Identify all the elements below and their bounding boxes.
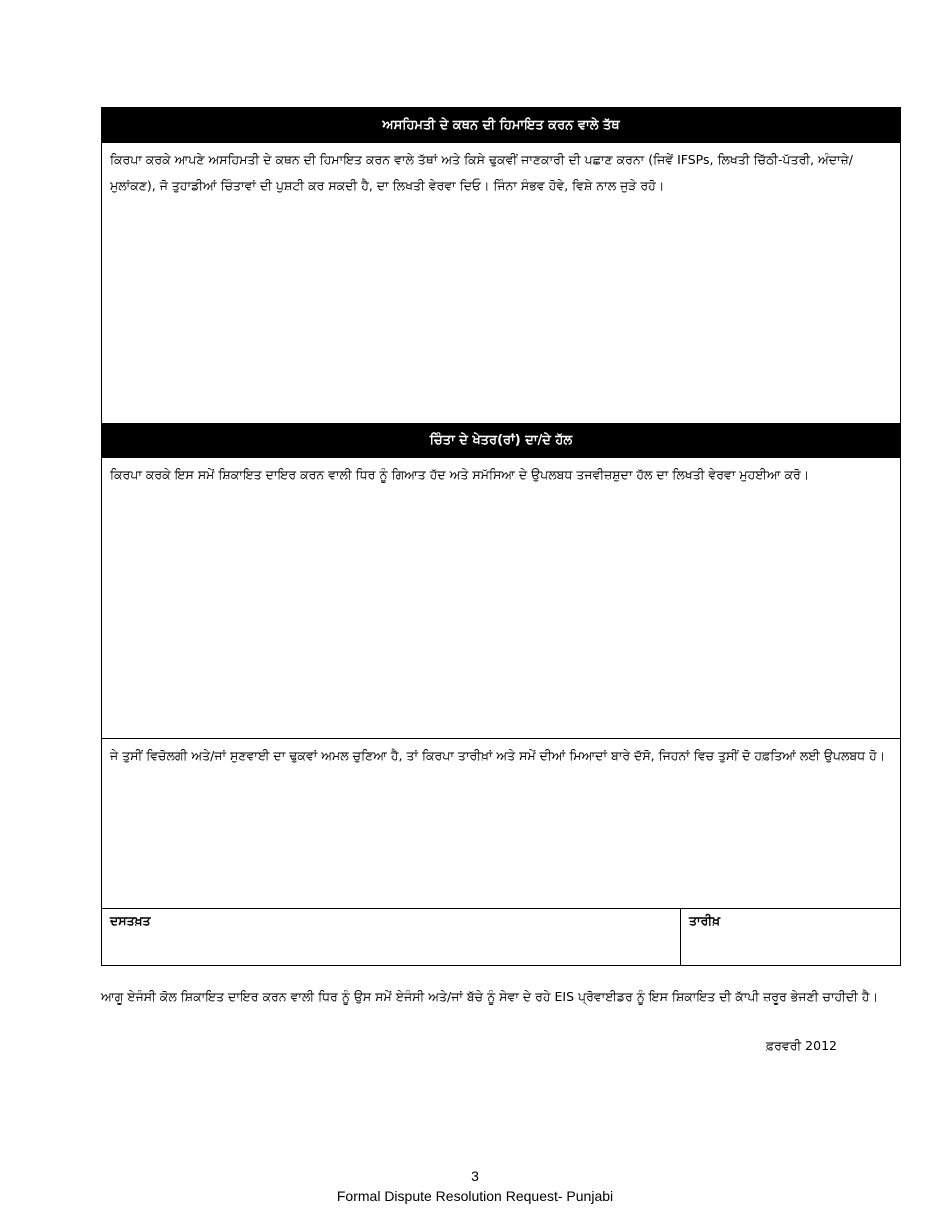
- revision-date: ਫ਼ਰਵਰੀ 2012: [765, 1038, 837, 1053]
- page-number: 3: [471, 1168, 479, 1184]
- copy-requirement-note: ਆਗੂ ਏਜੰਸੀ ਕੋਲ ਸ਼ਿਕਾਇਤ ਦਾਇਰ ਕਰਨ ਵਾਲੀ ਧਿਰ ਨੂੰ ਉਸ ਸਮੇਂ ਏਜੰਸੀ ਅਤੇ/ਜਾਂ ਬੱਚੇ ਨੂੰ ਸੇਵਾ ਦੇ ਰਹੇ EIS ਪ੍ਰੋਵਾਈਡਰ ਨੂੰ ਇਸ ਸ਼ਿਕਾਇਤ ਦੀ ਕਾੱਪੀ ਜ਼ਰੂਰ ਭੇਜਣੀ ਚਾਹੀਦੀ ਹੈ।: [101, 989, 879, 1004]
- facts-entry-field[interactable]: [102, 143, 900, 423]
- mediation-instruction: ਜੇ ਤੁਸੀਂ ਵਿਚੋਲਗੀ ਅਤੇ/ਜਾਂ ਸੁਣਵਾਈ ਦਾ ਢੁਕਵਾਂ ਅਮਲ ਚੁਣਿਆ ਹੈ, ਤਾਂ ਕਿਰਪਾ ਤਾਰੀਖ਼ਾਂ ਅਤੇ ਸਮੇਂ ਦੀਆਂ ਮਿਆਦਾਂ ਬਾਰੇ ਦੱਸੋ, ਜਿਹਨਾਂ ਵਿਚ ਤੁਸੀਂ ਦੋ ਹਫ਼ਤਿਆਂ ਲਈ ਉਪਲਬਧ ਹੋ।: [110, 748, 886, 763]
- date-label: ਤਾਰੀਖ਼: [689, 913, 721, 928]
- resolution-section-header: ਚਿੰਤਾ ਦੇ ਖੇਤਰ(ਰਾਂ) ਦਾ/ਦੇ ਹੱਲ: [102, 423, 900, 458]
- resolution-instruction: ਕਿਰਪਾ ਕਰਕੇ ਇਸ ਸਮੇਂ ਸ਼ਿਕਾਇਤ ਦਾਇਰ ਕਰਨ ਵਾਲੀ ਧਿਰ ਨੂੰ ਗਿਆਤ ਹੱਦ ਅਤੇ ਸਮੱਸਿਆ ਦੇ ਉਪਲਬਧ ਤਜਵੀਜ਼ਸ਼ੁਦਾ ਹੱਲ ਦਾ ਲਿਖਤੀ ਵੇਰਵਾ ਮੁਹਈਆ ਕਰੋ।: [110, 467, 810, 482]
- date-field[interactable]: [681, 909, 900, 965]
- facts-section-header: ਅਸਹਿਮਤੀ ਦੇ ਕਥਨ ਦੀ ਹਿਮਾਇਤ ਕਰਨ ਵਾਲੇ ਤੱਥ: [102, 108, 900, 143]
- facts-instruction: ਕਿਰਪਾ ਕਰਕੇ ਆਪਣੇ ਅਸਹਿਮਤੀ ਦੇ ਕਥਨ ਦੀ ਹਿਮਾਇਤ ਕਰਨ ਵਾਲੇ ਤੱਥਾਂ ਅਤੇ ਕਿਸੇ ਢੁਕਵੀਂ ਜਾਣਕਾਰੀ ਦੀ ਪਛਾਣ ਕਰਨਾ (ਜਿਵੇਂ IFSPs, ਲਿਖਤੀ ਚਿੱਠੀ-ਪੱਤਰੀ, ਅੰਦਾਜ਼ੇ/ਮੁਲਾਂਕਣ), ਜੋ ਤੁਹਾਡੀਆਂ ਚਿੰਤਾਵਾਂ ਦੀ ਪੁਸ਼ਟੀ ਕਰ ਸਕਦੀ ਹੈ, ਦਾ ਲਿਖਤੀ ਵੇਰਵਾ ਦਿਓ। ਜਿੰਨਾ ਸੰਭਵ ਹੋਵੇ, ਵਿਸ਼ੇ ਨਾਲ ਜੁੜੇ ਰਹੋ।: [110, 152, 854, 193]
- signature-label: ਦਸਤਖ਼ਤ: [110, 913, 151, 928]
- signature-row: [102, 908, 900, 965]
- document-footer: Formal Dispute Resolution Request- Punjabi: [336, 1188, 614, 1204]
- dispute-form-table: [101, 107, 901, 966]
- resolution-entry-field[interactable]: [102, 458, 900, 738]
- signature-field[interactable]: [102, 909, 681, 965]
- mediation-availability-field[interactable]: [102, 738, 900, 908]
